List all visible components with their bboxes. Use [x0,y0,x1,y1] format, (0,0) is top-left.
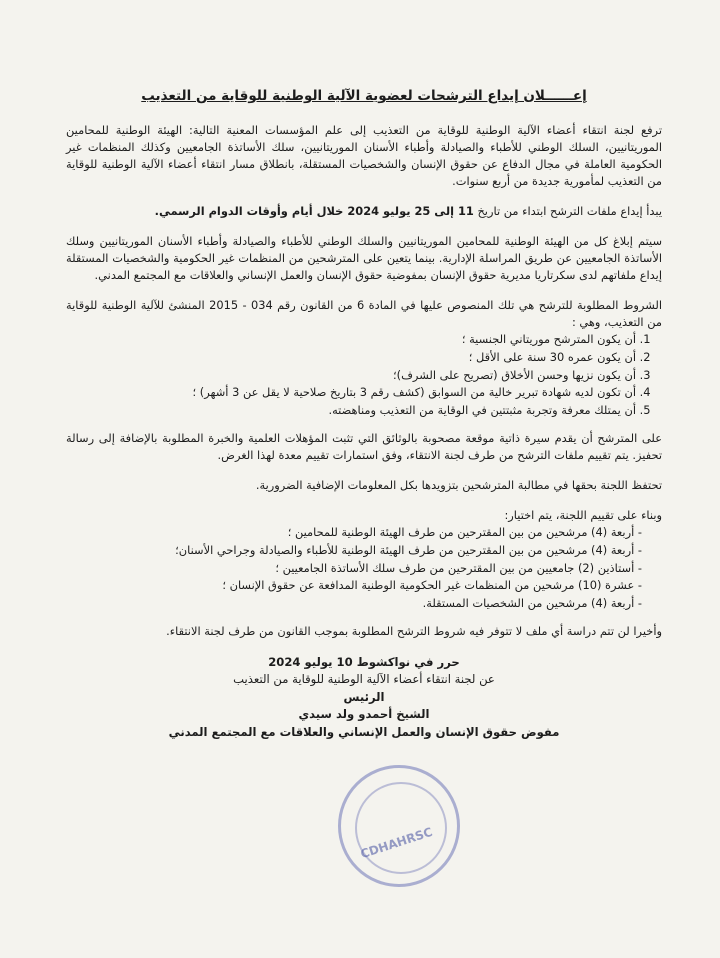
stamp-inner-ring [355,782,447,874]
signature-place-date: حرر في نواكشوط 10 يوليو 2024 [268,654,460,669]
selection-item: - أربعة (4) مرشحين من الشخصيات المستقلة. [66,595,642,613]
selection-item: - عشرة (10) مرشحين من المنظمات غير الحكومية الوطنية المدافعة عن حقوق الإنسان ؛ [66,577,642,595]
paragraph-selection-intro: وبناء على تقييم اللجنة، يتم اختيار: [504,507,662,522]
paragraph-conditions-intro: الشروط المطلوبة للترشح هي تلك المنصوص عليها في المادة 6 من القانون رقم 034 - 2015 المنشئ للآلية الوطنية للوقاية من التعذيب، وهي : [66,298,662,329]
signature-on-behalf: عن لجنة انتقاء أعضاء الآلية الوطنية للوقاية من التعذيب [233,672,495,687]
official-stamp [338,765,460,887]
paragraph-additional-info: تحتفظ اللجنة بحقها في مطالبة المترشحين بتزويدها بكل المعلومات الإضافية الضرورية. [255,477,662,492]
document-title: إعــــــلان إيداع الترشحات لعضوية الآلية الوطنية للوقاية من التعذيب [141,88,587,104]
selection-item: - أربعة (4) مرشحين من بين المقترحين من طرف الهيئة الوطنية للمحامين ؛ [66,524,642,542]
condition-item: 2. أن يكون عمره 30 سنة على الأقل ؛ [66,349,636,367]
selection-item: - أربعة (4) مرشحين من بين المقترحين من طرف الهيئة الوطنية للأطباء والصيادلة وجراحي الأسنان؛ [66,542,642,560]
signature-position: مفوض حقوق الإنسان والعمل الإنساني والعلاقات مع المجتمع المدني [168,724,560,739]
dates-bold-text: 11 إلى 25 يوليو 2024 خلال أيام وأوقات الدوام الرسمي. [154,204,474,218]
signature-role: الرئيس [343,689,385,704]
selection-list [66,524,662,613]
paragraph-closing: وأخيرا لن تتم دراسة أي ملف لا تتوفر فيه شروط الترشح المطلوبة بموجب القانون من طرف لجنة الانتقاء. [166,623,662,638]
dates-text: يبدأ إيداع ملفات الترشح ابتداء من تاريخ [473,204,662,218]
condition-item: 3. أن يكون نزيها وحسن الأخلاق (تصريح على الشرف)؛ [66,367,636,385]
condition-item: 4. أن تكون لديه شهادة تبرير خالية من السوابق (كشف رقم 3 بتاريخ صلاحية لا يقل عن 3 أشهر) ؛ [66,384,636,402]
paragraph-cv: على المترشح أن يقدم سيرة ذاتية موقعة مصحوبة بالوثائق التي تثبت المؤهلات العلمية والخبرة المطلوبة بالإضافة إلى رسالة تحفيز. يتم تقييم ملفات الترشح من طرف لجنة الانتقاء، وفق استمارات تقييم معدة لهذا الغرض. [66,430,662,462]
conditions-list [66,331,662,420]
condition-item: 1. أن يكون المترشح موريتاني الجنسية ؛ [66,331,636,349]
paragraph-dates [66,203,662,220]
signature-name: الشيخ أحمدو ولد سيدي [298,707,430,722]
paragraph-intro: ترفع لجنة انتقاء أعضاء الآلية الوطنية للوقاية من التعذيب إلى علم المؤسسات المعنية التالية: الهيئة الوطنية للمحامين الموريتانيين، السلك الوطني للأطباء والصيادلة وأطباء الأسنان الموريتانيين، سلك الأساتذة الجامعيين وكذلك المنظمات غير الحكومية العاملة في مجال الدفاع عن حقوق الإنسان والشخصيات المستقلة، بانطلاق مسار انتقاء أعضاء الآلية الوطنية للوقاية من التعذيب لمأمورية جديدة من أربع سنوات. [66,123,662,188]
condition-item: 5. أن يمتلك معرفة وتجربة مثبتتين في الوقاية من التعذيب ومناهضته. [66,402,636,420]
selection-item: - أستاذين (2) جامعيين من بين المقترحين من طرف سلك الأساتذة الجامعيين ؛ [66,560,642,578]
paragraph-notification: سيتم إبلاغ كل من الهيئة الوطنية للمحامين الموريتانيين والسلك الوطني للأطباء والصيادلة وأطباء الأسنان الموريتانيين وسلك الأساتذة الجامعيين عن طريق المراسلة الإدارية. بينما يتعين على المترشحين من المنظمات غير الحكومية والشخصيات المستقلة إيداع ملفاتهم لدى سكرتاريا مديرية حقوق الإنسان بمفوضية حقوق الإنسان والعمل الإنساني والعلاقات مع المجتمع المدني. [66,234,662,282]
stamp-text: CDHAHRSC [358,824,435,862]
signature-block [66,654,662,742]
